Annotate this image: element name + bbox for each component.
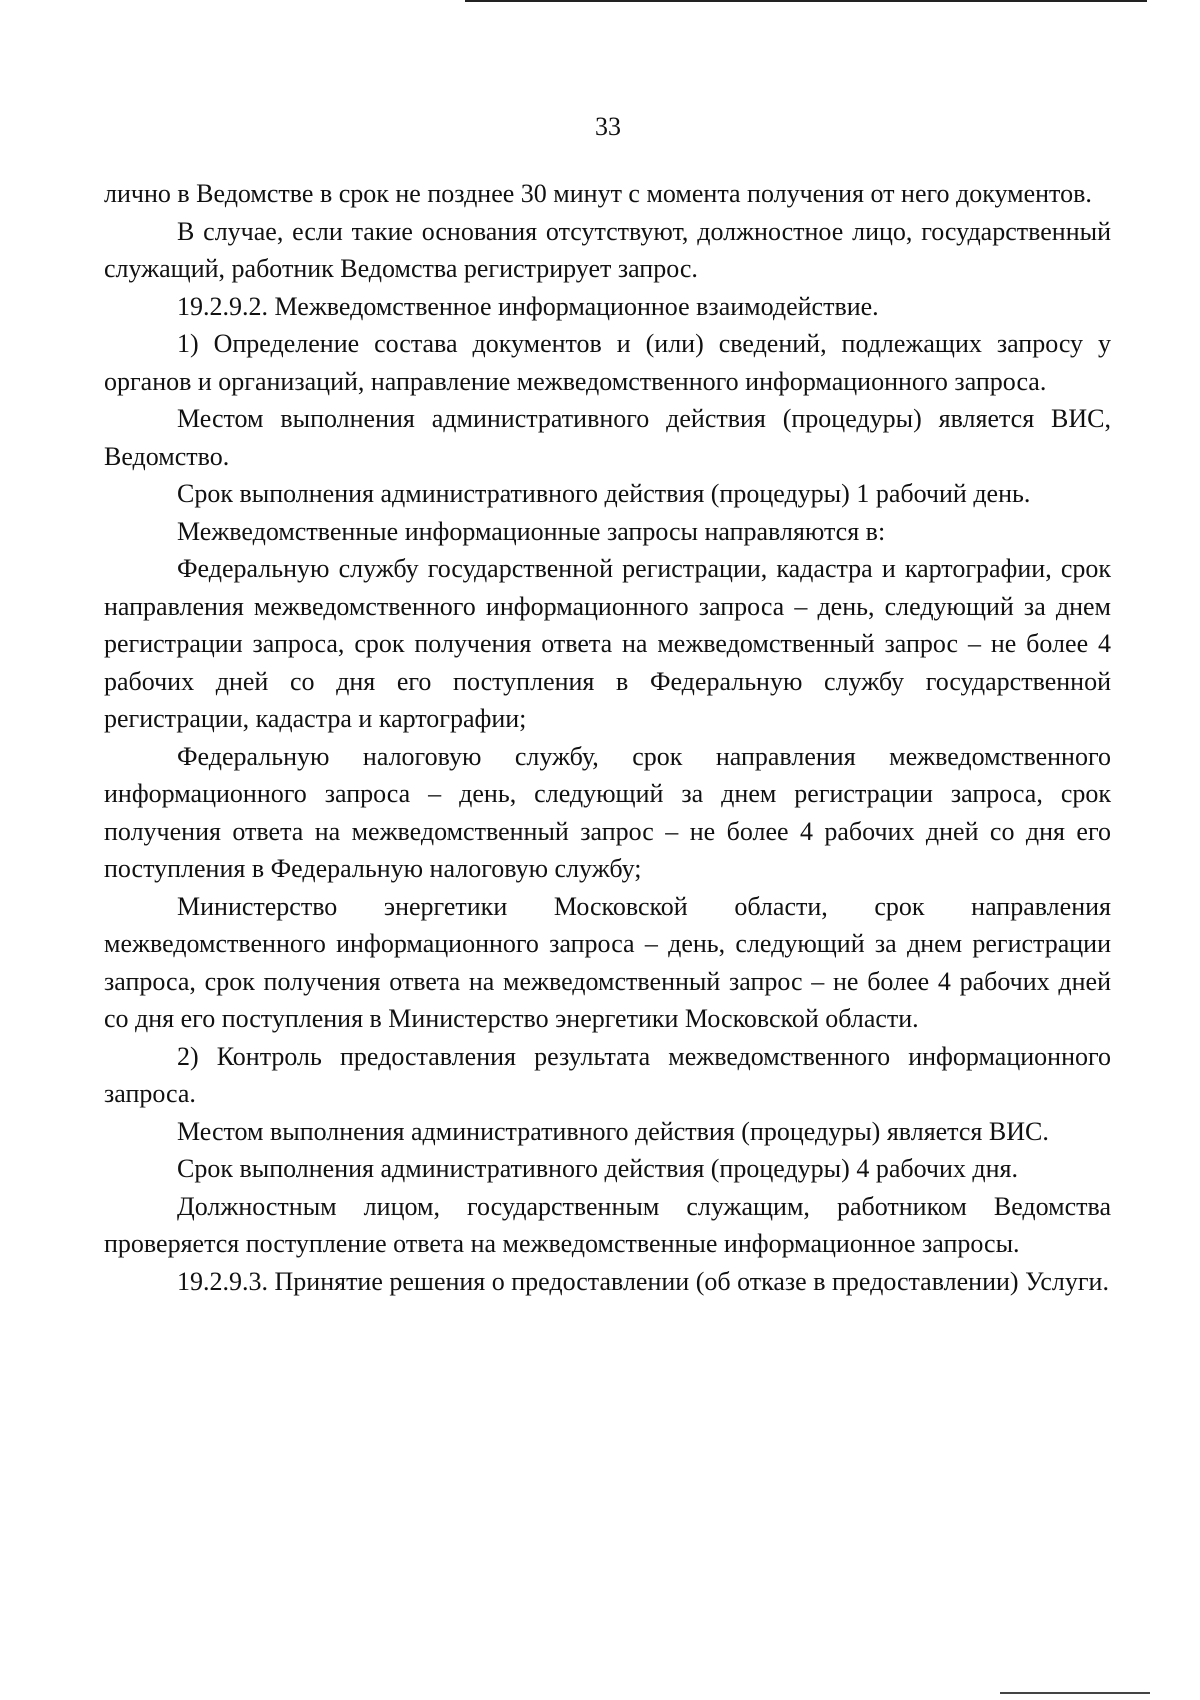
scan-top-edge-line bbox=[465, 0, 1147, 2]
section-heading: 19.2.9.2. Межведомственное информационное взаимодействие. bbox=[177, 291, 879, 321]
paragraph: Срок выполнения административного действия (процедуры) 1 рабочий день. bbox=[177, 479, 1031, 508]
paragraph: Федеральную службу государственной регистрации, кадастра и картографии, срок направления межведомственного информационного запроса – день, следующий за днем регистрации запроса, срок получения ответа на межведомственный запрос – не более 4 рабочих дней со дня его поступления в Федеральную службу государственной регистрации, кадастра и картографии; bbox=[104, 554, 1111, 733]
section-heading: 19.2.9.3. Принятие решения о предоставлении (об отказе в предоставлении) Услуги. bbox=[177, 1266, 1109, 1296]
paragraph: Срок выполнения административного действия (процедуры) 4 рабочих дня. bbox=[177, 1154, 1019, 1183]
paragraph: 2) Контроль предоставления результата межведомственного информационного запроса. bbox=[104, 1041, 1111, 1108]
paragraph: Местом выполнения административного действия (процедуры) является ВИС, Ведомство. bbox=[104, 404, 1111, 471]
page-number: 33 bbox=[595, 112, 621, 141]
paragraph: Межведомственные информационные запросы направляются в: bbox=[177, 516, 886, 546]
paragraph: Министерство энергетики Московской области, срок направления межведомственного информационного запроса – день, следующий за днем регистрации запроса, срок получения ответа на межведомственный запрос – не более 4 рабочих дней со дня его поступления в Министерство энергетики Московской области. bbox=[104, 891, 1111, 1033]
paragraph: Должностным лицом, государственным служащим, работником Ведомства проверяется поступление ответа на межведомственные информационное запросы. bbox=[104, 1191, 1111, 1258]
paragraph: Местом выполнения административного действия (процедуры) является ВИС. bbox=[177, 1116, 1049, 1146]
paragraph: 1) Определение состава документов и (или) сведений, подлежащих запросу у органов и организаций, направление межведомственного информационного запроса. bbox=[104, 329, 1111, 396]
scan-bottom-edge-line bbox=[1000, 1692, 1150, 1694]
paragraph: лично в Ведомстве в срок не позднее 30 минут с момента получения от него документов. bbox=[104, 179, 1092, 208]
document-body bbox=[104, 175, 1111, 1300]
paragraph: Федеральную налоговую службу, срок направления межведомственного информационного запроса – день, следующий за днем регистрации запроса, срок получения ответа на межведомственный запрос – не более 4 рабочих дней со дня его поступления в Федеральную налоговую службу; bbox=[104, 741, 1111, 883]
paragraph: В случае, если такие основания отсутствуют, должностное лицо, государственный служащий, работник Ведомства регистрирует запрос. bbox=[104, 216, 1111, 283]
